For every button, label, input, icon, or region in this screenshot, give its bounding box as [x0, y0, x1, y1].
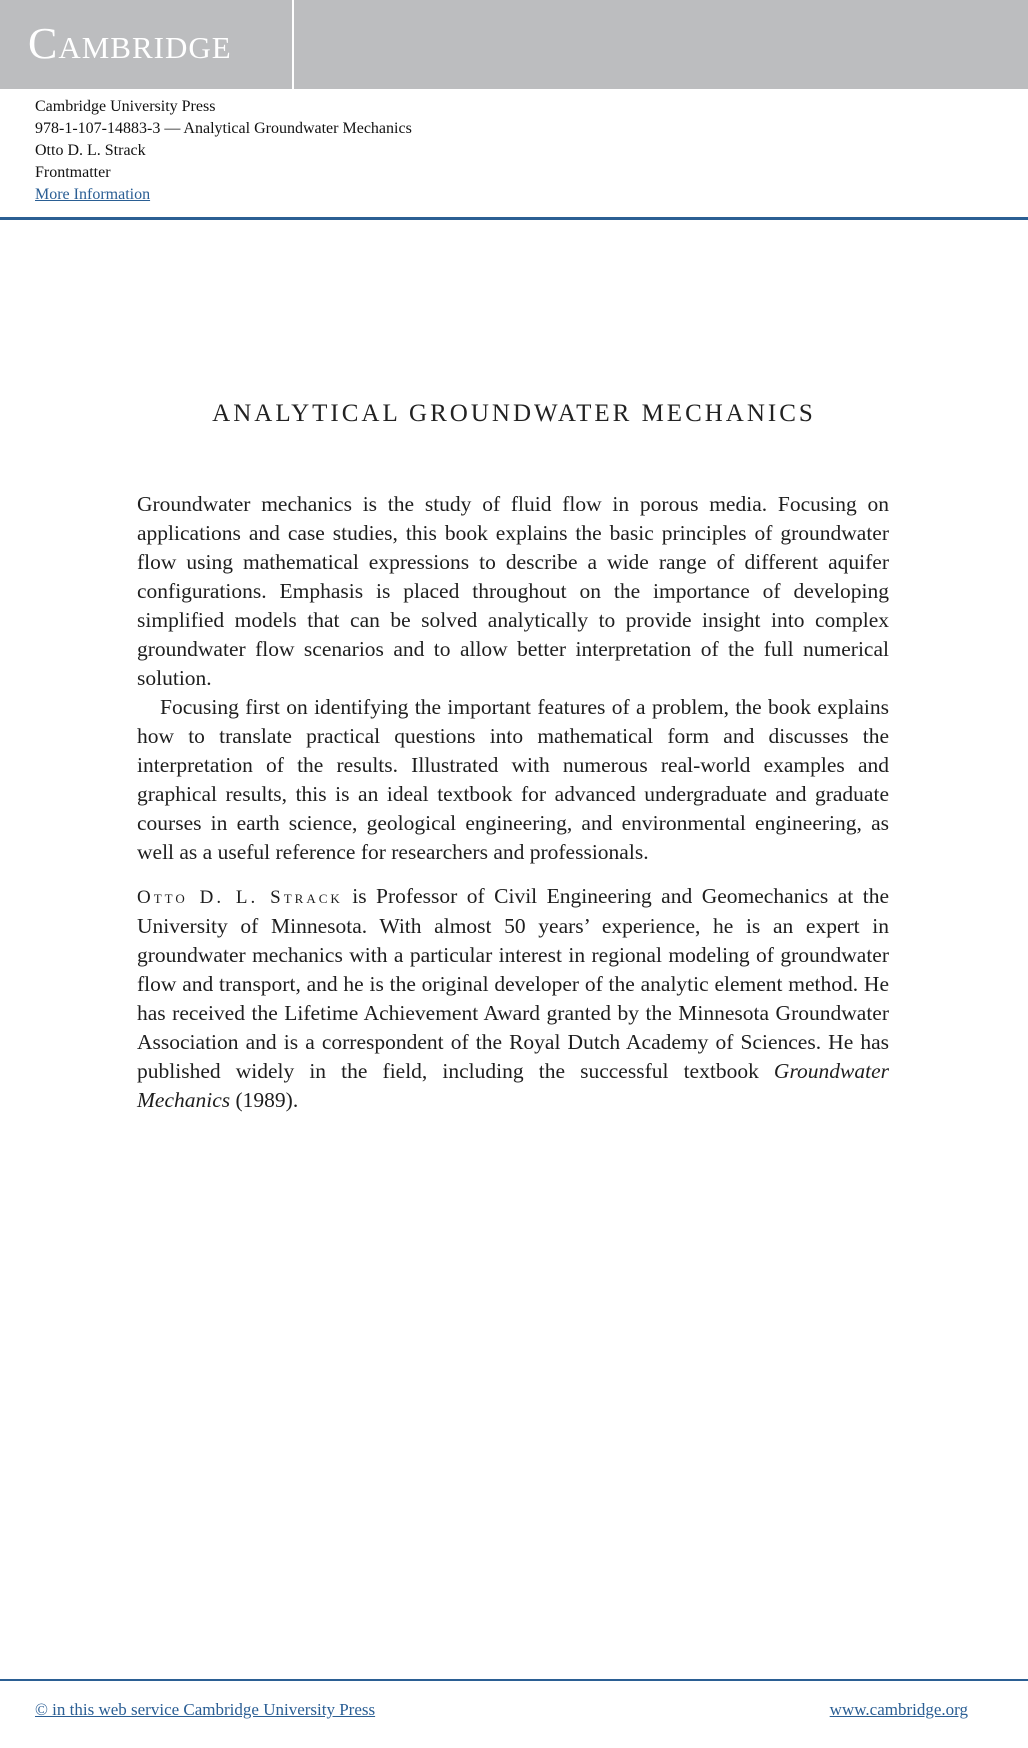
footer-website: [830, 1700, 968, 1720]
header-band: [0, 0, 1028, 89]
description-paragraph-1: Groundwater mechanics is the study of fluid flow in porous media. Focusing on applications and case studies, this book explains the basic principles of groundwater flow using mathematical expressions to describe a wide range of different aquifer configurations. Emphasis is placed throughout on the importance of developing simplified models that can be solved analytically to provide insight into complex groundwater flow scenarios and to allow better interpretation of the full numerical solution.: [137, 492, 889, 690]
bio-book-title: Groundwater Mechanics: [137, 1059, 889, 1112]
author-bio: [137, 882, 889, 1115]
logo-text: Cambridge: [28, 19, 232, 68]
copyright-link[interactable]: © in this web service Cambridge University Press: [35, 1700, 376, 1719]
cambridge-logo: [0, 0, 294, 89]
footer-divider: [0, 1679, 1028, 1681]
bio-author-name: Otto D. L. Strack: [137, 887, 343, 908]
bio-text: is Professor of Civil Engineering and Geomechanics at the University of Minnesota. With almost 50 years’ experience, he is an expert in groundwater mechanics with a particular interest in regional modeling of groundwater flow and transport, and he is the original developer of the analytic element method. He has received the Lifetime Achievement Award granted by the Minnesota Groundwater Association and is a correspondent of the Royal Dutch Academy of Sciences. He has published widely in the field, including the successful textbook: [137, 884, 889, 1083]
isbn-title: 978-1-107-14883-3 — Analytical Groundwater Mechanics: [35, 120, 412, 137]
header-divider: [0, 217, 1028, 220]
book-title: ANALYTICAL GROUNDWATER MECHANICS: [212, 400, 816, 427]
author-name: Otto D. L. Strack: [35, 142, 146, 159]
publisher-name: Cambridge University Press: [35, 98, 216, 115]
more-information-link[interactable]: More Information: [35, 186, 151, 203]
bio-year: (1989).: [230, 1088, 299, 1112]
website-link[interactable]: www.cambridge.org: [829, 1700, 968, 1719]
section-label: Frontmatter: [35, 164, 111, 181]
book-metadata: [35, 96, 412, 206]
description-paragraph-2: Focusing first on identifying the important features of a problem, the book explains how to translate practical questions into mathematical form and discusses the interpretation of the results. Illustrated with numerous real-world examples and graphical results, this is an ideal textbook for advanced undergraduate and graduate courses in earth science, geological engineering, and environmental engineering, as well as a useful reference for researchers and professionals.: [137, 695, 889, 864]
book-description: [137, 490, 889, 1115]
footer-copyright: [35, 1700, 375, 1720]
